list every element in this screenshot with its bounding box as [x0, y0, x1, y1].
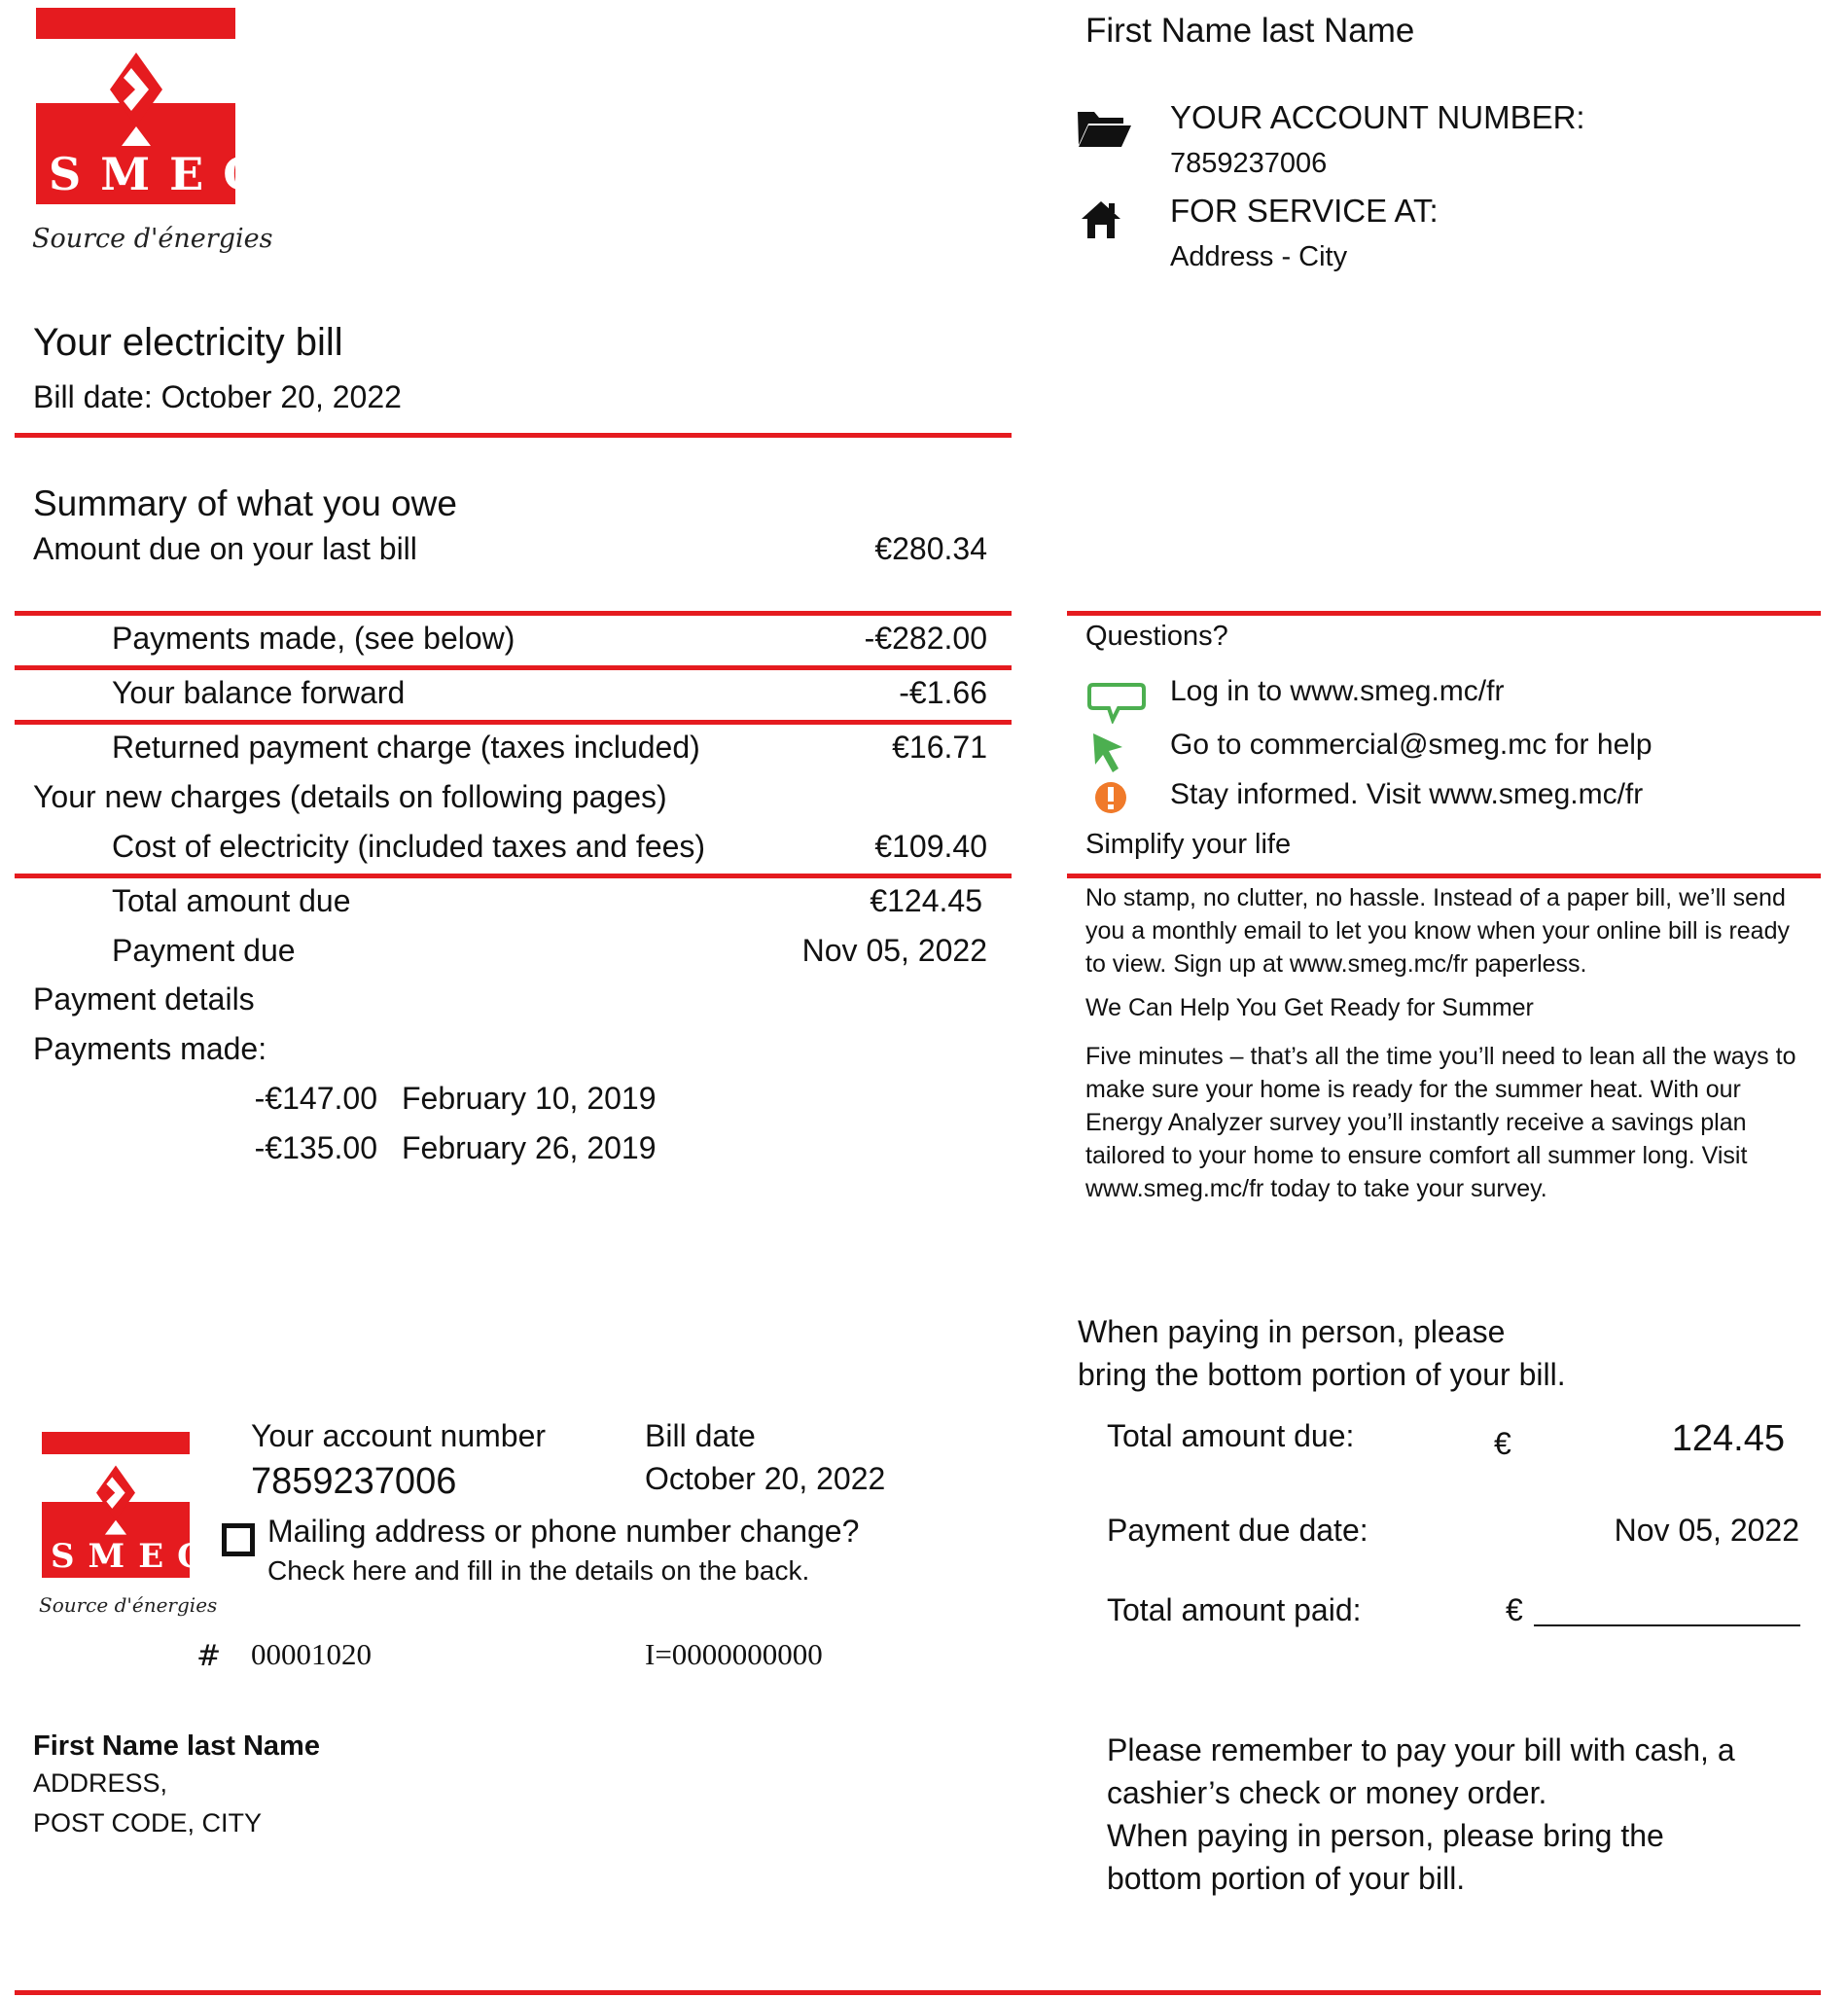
- account-number-label: YOUR ACCOUNT NUMBER:: [1170, 99, 1585, 135]
- logo-letters: SMEG: [51, 1537, 220, 1576]
- question-item: Log in to www.smeg.mc/fr: [1170, 675, 1505, 707]
- payments-made-heading: Payments made:: [33, 1031, 267, 1066]
- payment-date: February 26, 2019: [402, 1130, 657, 1165]
- stub-bill-date: October 20, 2022: [645, 1461, 886, 1496]
- address-change-checkbox[interactable]: [222, 1523, 255, 1556]
- hash-symbol: #: [196, 1639, 222, 1673]
- service-address: Address - City: [1170, 241, 1348, 272]
- reminder-line: When paying in person, please bring the: [1107, 1818, 1664, 1853]
- stub-paid-label: Total amount paid:: [1107, 1592, 1362, 1627]
- last-bill-value: €280.34: [874, 531, 987, 566]
- reminder-line: Please remember to pay your bill with cash, a: [1107, 1732, 1735, 1767]
- stub-account-label: Your account number: [251, 1418, 547, 1453]
- payment-details-heading: Payment details: [33, 981, 255, 1017]
- question-item: Go to commercial@smeg.mc for help: [1170, 729, 1653, 761]
- payment-amount: -€135.00: [254, 1130, 377, 1165]
- stub-ident: I=0000000000: [645, 1637, 823, 1671]
- paid-currency-symbol: €: [1506, 1592, 1523, 1627]
- reminder-line: bottom portion of your bill.: [1107, 1861, 1466, 1896]
- mail-address: ADDRESS,: [33, 1768, 168, 1798]
- payment-amount: -€147.00: [254, 1081, 377, 1116]
- payment-due-label: Payment due: [112, 933, 296, 968]
- divider: [15, 1990, 1821, 1995]
- pay-in-person-line: When paying in person, please: [1078, 1314, 1506, 1349]
- divider: [15, 720, 1012, 725]
- payments-made-value: -€282.00: [864, 621, 987, 656]
- address-change-note: Check here and fill in the details on the back.: [267, 1555, 810, 1586]
- stub-account-number: 7859237006: [251, 1461, 457, 1502]
- stub-bill-date-label: Bill date: [645, 1418, 756, 1453]
- bill-title: Your electricity bill: [33, 321, 343, 364]
- divider: [15, 611, 1012, 616]
- amount-paid-field[interactable]: [1534, 1624, 1800, 1626]
- address-change-label: Mailing address or phone number change?: [267, 1514, 860, 1549]
- new-charges-label: Your new charges (details on following pages): [33, 779, 667, 814]
- total-due-label: Total amount due: [112, 883, 351, 918]
- logo-letters: SMEG: [49, 148, 281, 200]
- stub-due-date-value: Nov 05, 2022: [1614, 1513, 1799, 1548]
- stub-total-label: Total amount due:: [1107, 1418, 1355, 1453]
- logo-top-bar: [42, 1432, 190, 1454]
- payment-date: February 10, 2019: [402, 1081, 657, 1116]
- account-number: 7859237006: [1170, 148, 1328, 179]
- question-item: Stay informed. Visit www.smeg.mc/fr: [1170, 778, 1644, 810]
- returned-charge-label: Returned payment charge (taxes included): [112, 730, 700, 765]
- divider: [15, 433, 1012, 438]
- chat-bubble-icon: [1087, 681, 1146, 724]
- questions-heading: Questions?: [1085, 621, 1228, 652]
- simplify-heading: Simplify your life: [1085, 829, 1292, 860]
- divider: [1067, 874, 1821, 878]
- logo-diamond-icon: [102, 51, 170, 156]
- house-icon: [1080, 199, 1122, 240]
- total-due-value: €124.45: [870, 883, 982, 918]
- payments-made-label: Payments made, (see below): [112, 621, 515, 656]
- folder-icon: [1075, 102, 1133, 151]
- divider: [15, 665, 1012, 670]
- summer-heading: We Can Help You Get Ready for Summer: [1085, 994, 1534, 1021]
- balance-forward-label: Your balance forward: [112, 675, 406, 710]
- summer-text: Five minutes – that’s all the time you’ll need to lean all the ways to make sure your home is ready for the summer heat. With our Energy Analyzer survey you’ll instantly receive a savings plan tailored to your home to ensure comfort all summer long. Visit www.smeg.mc/fr today to take your survey.: [1085, 1043, 1796, 1202]
- divider: [1067, 611, 1821, 616]
- service-label: FOR SERVICE AT:: [1170, 193, 1439, 229]
- mail-name: First Name last Name: [33, 1730, 320, 1762]
- reminder-line: cashier’s check or money order.: [1107, 1775, 1547, 1810]
- pay-in-person-line: bring the bottom portion of your bill.: [1078, 1357, 1566, 1392]
- stub-code: 00001020: [251, 1637, 372, 1671]
- stub-total-value: 124.45: [1671, 1418, 1785, 1459]
- customer-name: First Name last Name: [1085, 12, 1415, 50]
- bill-date: Bill date: October 20, 2022: [33, 379, 402, 414]
- logo-top-bar: [36, 8, 235, 39]
- electricity-cost-label: Cost of electricity (included taxes and fees): [112, 829, 706, 864]
- currency-symbol: €: [1494, 1426, 1511, 1461]
- payment-due-value: Nov 05, 2022: [801, 933, 987, 968]
- summary-heading: Summary of what you owe: [33, 483, 457, 523]
- last-bill-label: Amount due on your last bill: [33, 531, 417, 566]
- electricity-cost-value: €109.40: [874, 829, 987, 864]
- logo-tagline: Source d'énergies: [39, 1593, 218, 1617]
- alert-icon: [1093, 780, 1128, 815]
- balance-forward-value: -€1.66: [899, 675, 987, 710]
- logo-tagline: Source d'énergies: [32, 224, 273, 254]
- returned-charge-value: €16.71: [892, 730, 987, 765]
- cursor-arrow-icon: [1089, 731, 1128, 774]
- mail-city: POST CODE, CITY: [33, 1808, 263, 1837]
- paperless-text: No stamp, no clutter, no hassle. Instead of a paper bill, we’ll send you a monthly email to let you know when your online bill is ready to view. Sign up at www.smeg.mc/fr paperless.: [1085, 884, 1790, 978]
- stub-due-date-label: Payment due date:: [1107, 1513, 1368, 1548]
- logo-diamond-icon: [90, 1464, 141, 1542]
- divider: [15, 874, 1012, 878]
